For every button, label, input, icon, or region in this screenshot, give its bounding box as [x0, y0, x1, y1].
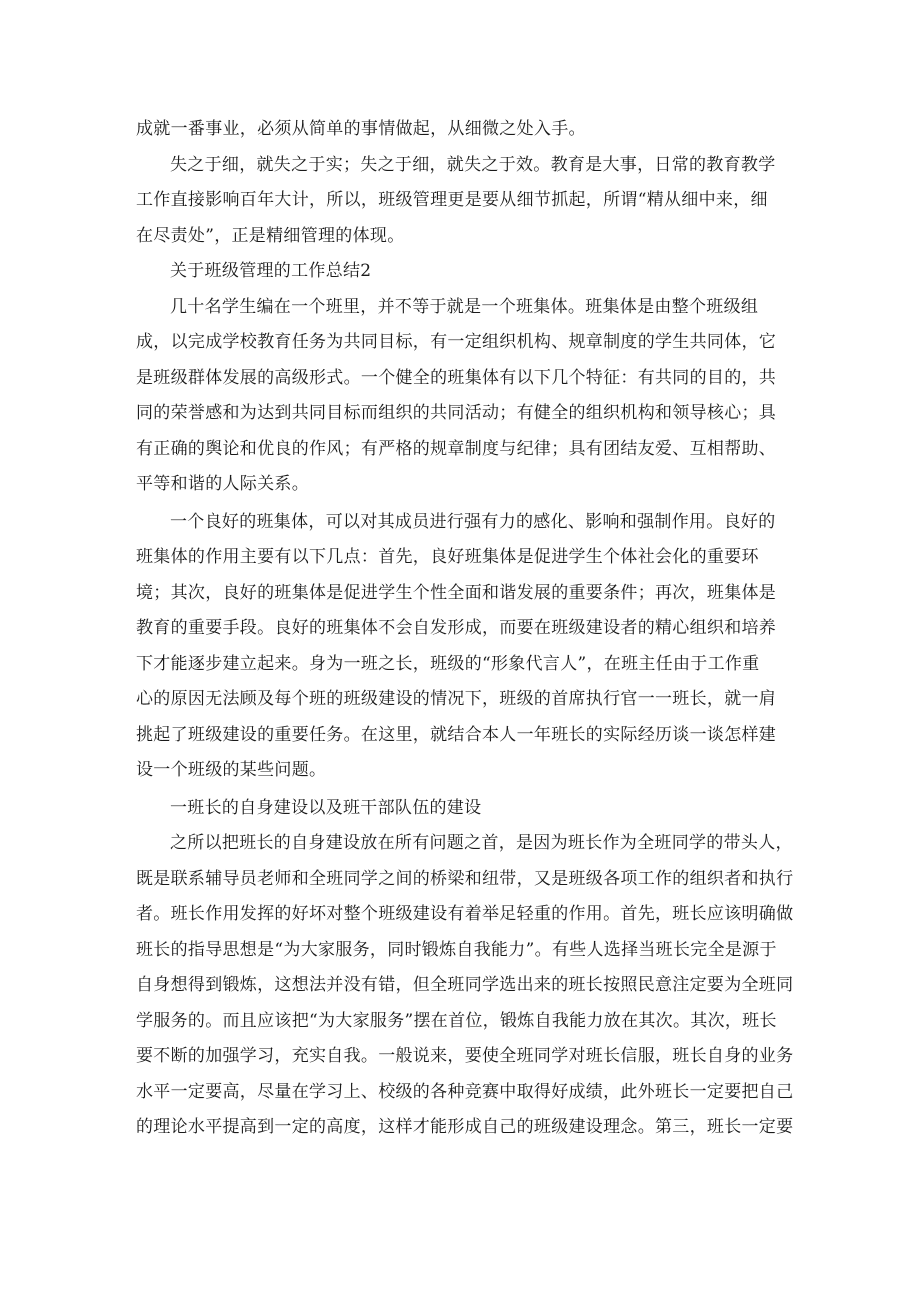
text-line: 设一个班级的某些问题。 — [136, 760, 327, 780]
section-heading: 关于班级管理的工作总结2 — [170, 261, 372, 281]
text-line: 平等和谐的人际关系。 — [136, 474, 309, 494]
text-line: 之所以把班长的自身建设放在所有问题之首，是因为班长作为全班同学的带头人， — [170, 833, 793, 853]
text-line: 要不断的加强学习，充实自我。一般说来，要使全班同学对班长信服，班长自身的业务 — [136, 1046, 794, 1066]
text-line: 班集体的作用主要有以下几点：首先，良好班集体是促进学生个体社会化的重要环 — [136, 547, 759, 567]
text-line: 学服务的。而且应该把“为大家服务”摆在首位，锻炼自我能力放在其次。其次，班长 — [136, 1011, 777, 1031]
text-line: 一个良好的班集体，可以对其成员进行强有力的感化、影响和强制作用。良好的 — [170, 512, 776, 532]
text-line: 有正确的舆论和优良的作风；有严格的规章制度与纪律；具有团结友爱、互相帮助、 — [136, 439, 777, 459]
text-line: 同的荣誉感和为达到共同目标而组织的共同活动；有健全的组织机构和领导核心；具 — [136, 403, 777, 423]
text-line: 既是联系辅导员老师和全班同学之间的桥梁和纽带，又是班级各项工作的组织者和执行 — [136, 869, 794, 889]
section-heading: 一班长的自身建设以及班干部队伍的建设 — [170, 798, 482, 818]
text-line: 几十名学生编在一个班里，并不等于就是一个班集体。班集体是由整个班级组 — [170, 297, 759, 317]
text-line: 成，以完成学校教育任务为共同目标，有一定组织机构、规章制度的学生共同体，它 — [136, 332, 777, 352]
text-line: 失之于细，就失之于实；失之于细，就失之于效。教育是大事，日常的教育教学 — [170, 155, 776, 175]
text-line: 班长的指导思想是“为大家服务，同时锻炼自我能力”。有些人选择当班长完全是源于 — [136, 940, 777, 960]
text-line: 成就一番事业，必须从简单的事情做起，从细微之处入手。 — [136, 119, 586, 139]
text-line: 下才能逐步建立起来。身为一班之长，班级的“形象代言人”，在班主任由于工作重 — [136, 654, 760, 674]
text-line: 心的原因无法顾及每个班的班级建设的情况下，班级的首席执行官一一班长，就一肩 — [136, 689, 777, 709]
text-line: 在尽责处”，正是精细管理的体现。 — [136, 226, 405, 246]
text-line: 挑起了班级建设的重要任务。在这里，就结合本人一年班长的实际经历谈一谈怎样建 — [136, 725, 777, 745]
text-line: 境；其次，良好的班集体是促进学生个性全面和谐发展的重要条件；再次，班集体是 — [136, 583, 777, 603]
text-line: 是班级群体发展的高级形式。一个健全的班集体有以下几个特征：有共同的目的，共 — [136, 368, 777, 388]
text-line: 水平一定要高，尽量在学习上、校级的各种竞赛中取得好成绩，此外班长一定要把自己 — [136, 1082, 794, 1102]
text-line: 教育的重要手段。良好的班集体不会自发形成，而要在班级建设者的精心组织和培养 — [136, 618, 777, 638]
text-line: 者。班长作用发挥的好坏对整个班级建设有着举足轻重的作用。首先，班长应该明确做 — [136, 904, 794, 924]
text-line: 的理论水平提高到一定的高度，这样才能形成自己的班级建设理念。第三，班长一定要 — [136, 1117, 794, 1137]
text-line: 工作直接影响百年大计，所以，班级管理更是要从细节抓起，所谓“精从细中来，细 — [136, 190, 768, 210]
text-line: 自身想得到锻炼，这想法并没有错，但全班同学选出来的班长按照民意注定要为全班同 — [136, 975, 794, 995]
